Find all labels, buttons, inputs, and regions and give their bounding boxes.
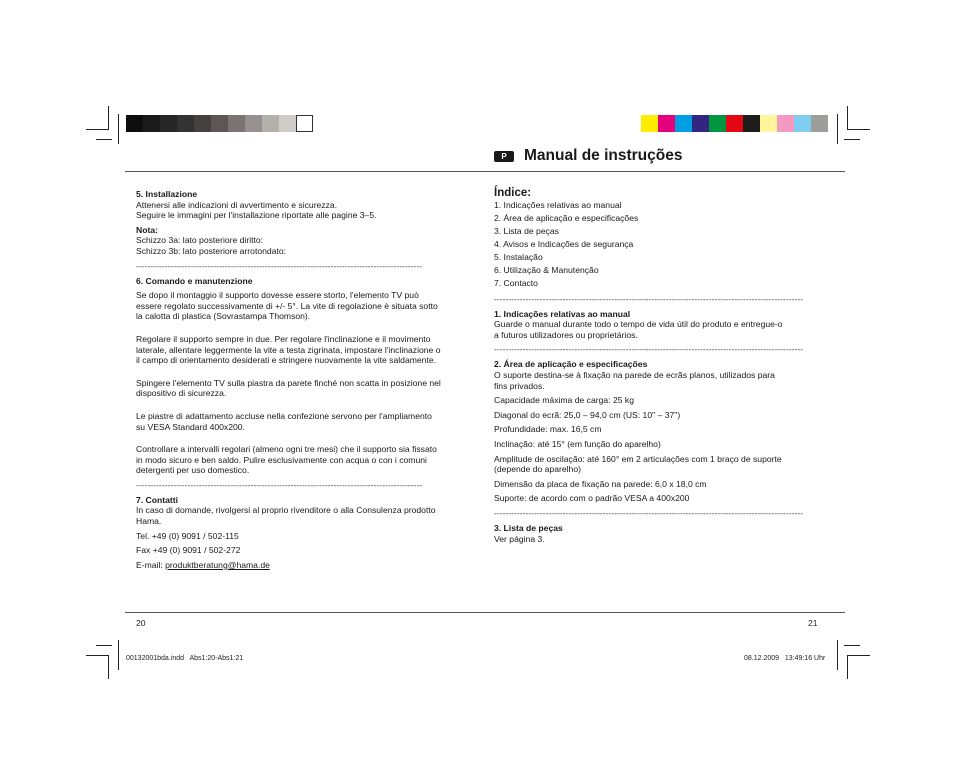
page-number-right: 21 bbox=[808, 618, 818, 628]
index-item: 4. Avisos e Indicações de segurança bbox=[494, 238, 634, 249]
color-swatch bbox=[675, 115, 692, 132]
gray-swatch bbox=[228, 115, 245, 132]
crop-mark bbox=[96, 645, 112, 646]
index-item: 2. Área de aplicação e especificações bbox=[494, 212, 639, 223]
note-title: Nota: bbox=[136, 224, 158, 235]
spec-line: Amplitude de oscilação: até 160° em 2 articulações com 1 braço de suporte bbox=[494, 453, 782, 464]
index-item: 6. Utilização & Manutenção bbox=[494, 264, 599, 275]
gray-swatch bbox=[160, 115, 177, 132]
spec-line: (depende do aparelho) bbox=[494, 464, 581, 475]
gray-swatch bbox=[245, 115, 262, 132]
divider: ---------------------------------------------------------------------------------------------------- bbox=[136, 260, 423, 271]
text-line: Attenersi alle indicazioni di avvertimento e sicurezza. bbox=[136, 199, 338, 210]
text-line: a futuros utilizadores ou proprietários. bbox=[494, 329, 638, 340]
index-item: 5. Instalação bbox=[494, 251, 543, 262]
gray-swatch bbox=[279, 115, 296, 132]
right-column bbox=[494, 188, 812, 544]
section-title: 7. Contatti bbox=[136, 494, 179, 505]
text-line: Controllare a intervalli regolari (almeno ogni tre mesi) che il supporto sia fissato bbox=[136, 444, 437, 455]
grayscale-calibration-bar bbox=[126, 115, 313, 132]
color-swatch bbox=[811, 115, 828, 132]
color-swatch bbox=[743, 115, 760, 132]
crop-mark bbox=[847, 106, 848, 130]
text-line: Spingere l'elemento TV sulla piastra da parete finché non scatta in posizione nel bbox=[136, 377, 441, 388]
index-item: 1. Indicações relativas ao manual bbox=[494, 199, 622, 210]
crop-mark bbox=[844, 645, 860, 646]
fax-line: Fax +49 (0) 9091 / 502-272 bbox=[136, 545, 241, 556]
text-line: dispositivo di sicurezza. bbox=[136, 388, 227, 399]
color-swatch bbox=[641, 115, 658, 132]
crop-mark bbox=[837, 640, 838, 670]
footer-rule bbox=[125, 612, 845, 613]
gray-swatch bbox=[296, 115, 313, 132]
phone-line: Tel. +49 (0) 9091 / 502-115 bbox=[136, 530, 239, 541]
text-line: Le piastre di adattamento accluse nella confezione servono per l'ampliamento bbox=[136, 410, 432, 421]
index-list bbox=[494, 199, 812, 290]
spec-line: Capacidade máxima de carga: 25 kg bbox=[494, 395, 634, 406]
print-date: 08.12.2009 13:49:16 Uhr bbox=[744, 655, 826, 662]
text-line: essere regolato successivamente di +/- 5°. La vite di regolazione è situata sotto bbox=[136, 300, 438, 311]
crop-mark bbox=[847, 655, 848, 679]
language-badge: P bbox=[494, 151, 514, 162]
crop-mark bbox=[118, 114, 119, 144]
file-info: 00132001bda.indd Abs1:20-Abs1:21 bbox=[126, 655, 244, 662]
text-line: Guarde o manual durante todo o tempo de vida útil do produto e entregue-o bbox=[494, 319, 783, 330]
crop-mark bbox=[86, 655, 108, 656]
section-title: 3. Lista de peças bbox=[494, 522, 563, 533]
email-link[interactable]: produktberatung@hama.de bbox=[165, 559, 270, 570]
text-line: detergenti per uso domestico. bbox=[136, 465, 250, 476]
crop-mark bbox=[848, 655, 870, 656]
text-line: Se dopo il montaggio il supporto dovesse essere storto, l'elemento TV può bbox=[136, 290, 419, 301]
color-swatch bbox=[726, 115, 743, 132]
text-line: laterale, allentare leggermente la vite a testa zigrinata, impostare l'inclinazione o bbox=[136, 344, 441, 355]
gray-swatch bbox=[262, 115, 279, 132]
page-header bbox=[494, 147, 682, 165]
divider: ------------------------------------------------------------------------------------------------------------ bbox=[494, 344, 804, 355]
gray-swatch bbox=[126, 115, 143, 132]
crop-mark bbox=[837, 114, 838, 144]
text-line: in modo sicuro e ben saldo. Pulire esclusivamente con acqua o con i comuni bbox=[136, 454, 427, 465]
text-line: O suporte destina-se à fixação na parede de ecrãs planos, utilizados para bbox=[494, 369, 775, 380]
gray-swatch bbox=[143, 115, 160, 132]
color-calibration-bar bbox=[641, 115, 828, 132]
crop-mark bbox=[86, 129, 108, 130]
section-title: 5. Installazione bbox=[136, 189, 198, 199]
email-line bbox=[136, 560, 466, 571]
text-line: In caso di domande, rivolgersi al proprio rivenditore o alla Consulenza prodotto bbox=[136, 505, 436, 516]
text-line: su VESA Standard 400x200. bbox=[136, 421, 245, 432]
section-title: 2. Área de aplicação e especificações bbox=[494, 359, 648, 370]
text-line: la calotta di plastica (Sovrastampa Thomson). bbox=[136, 311, 311, 322]
crop-mark bbox=[96, 139, 112, 140]
left-column bbox=[136, 189, 466, 570]
page-number-left: 20 bbox=[136, 618, 146, 628]
index-item: 7. Contacto bbox=[494, 277, 538, 288]
section-title: 1. Indicações relativas ao manual bbox=[494, 308, 631, 319]
header-rule bbox=[125, 171, 845, 172]
section-title: 6. Comando e manutenzione bbox=[136, 275, 253, 286]
text-line: il campo di orientamento desiderati e stringere nuovamente la vite saldamente. bbox=[136, 355, 436, 366]
text-line: fins privados. bbox=[494, 380, 545, 391]
crop-mark bbox=[108, 655, 109, 679]
crop-mark bbox=[848, 129, 870, 130]
text-line: Schizzo 3b: lato posteriore arrotondato: bbox=[136, 245, 287, 256]
text-line: Hama. bbox=[136, 516, 162, 527]
text-line: Seguire le immagini per l'installazione riportate alle pagine 3–5. bbox=[136, 210, 377, 221]
index-title: Índice: bbox=[494, 187, 532, 199]
spec-line: Profundidade: max. 16,5 cm bbox=[494, 424, 602, 435]
text-line: Regolare il supporto sempre in due. Per regolare l'inclinazione e il movimento bbox=[136, 333, 431, 344]
spec-line: Dimensão da placa de fixação na parede: 6,0 x 18,0 cm bbox=[494, 478, 707, 489]
divider: ------------------------------------------------------------------------------------------------------------ bbox=[494, 293, 804, 304]
text-line: Ver página 3. bbox=[494, 533, 545, 544]
color-swatch bbox=[658, 115, 675, 132]
color-swatch bbox=[760, 115, 777, 132]
spec-line: Diagonal do ecrã: 25,0 – 94,0 cm (US: 10" – 37") bbox=[494, 409, 681, 420]
divider: ---------------------------------------------------------------------------------------------------- bbox=[136, 479, 423, 490]
text-line: Schizzo 3a: lato posteriore diritto: bbox=[136, 235, 264, 246]
color-swatch bbox=[709, 115, 726, 132]
spec-line: Suporte: de acordo com o padrão VESA a 400x200 bbox=[494, 493, 690, 504]
gray-swatch bbox=[194, 115, 211, 132]
divider: ------------------------------------------------------------------------------------------------------------ bbox=[494, 507, 804, 518]
crop-mark bbox=[844, 139, 860, 140]
crop-mark bbox=[108, 106, 109, 130]
color-swatch bbox=[794, 115, 811, 132]
page-title: Manual de instruções bbox=[524, 147, 683, 164]
email-label: E-mail: bbox=[136, 559, 166, 570]
gray-swatch bbox=[177, 115, 194, 132]
gray-swatch bbox=[211, 115, 228, 132]
color-swatch bbox=[777, 115, 794, 132]
crop-mark bbox=[118, 640, 119, 670]
color-swatch bbox=[692, 115, 709, 132]
index-item: 3. Lista de peças bbox=[494, 225, 559, 236]
spec-line: Inclinação: até 15° (em função do aparelho) bbox=[494, 438, 661, 449]
